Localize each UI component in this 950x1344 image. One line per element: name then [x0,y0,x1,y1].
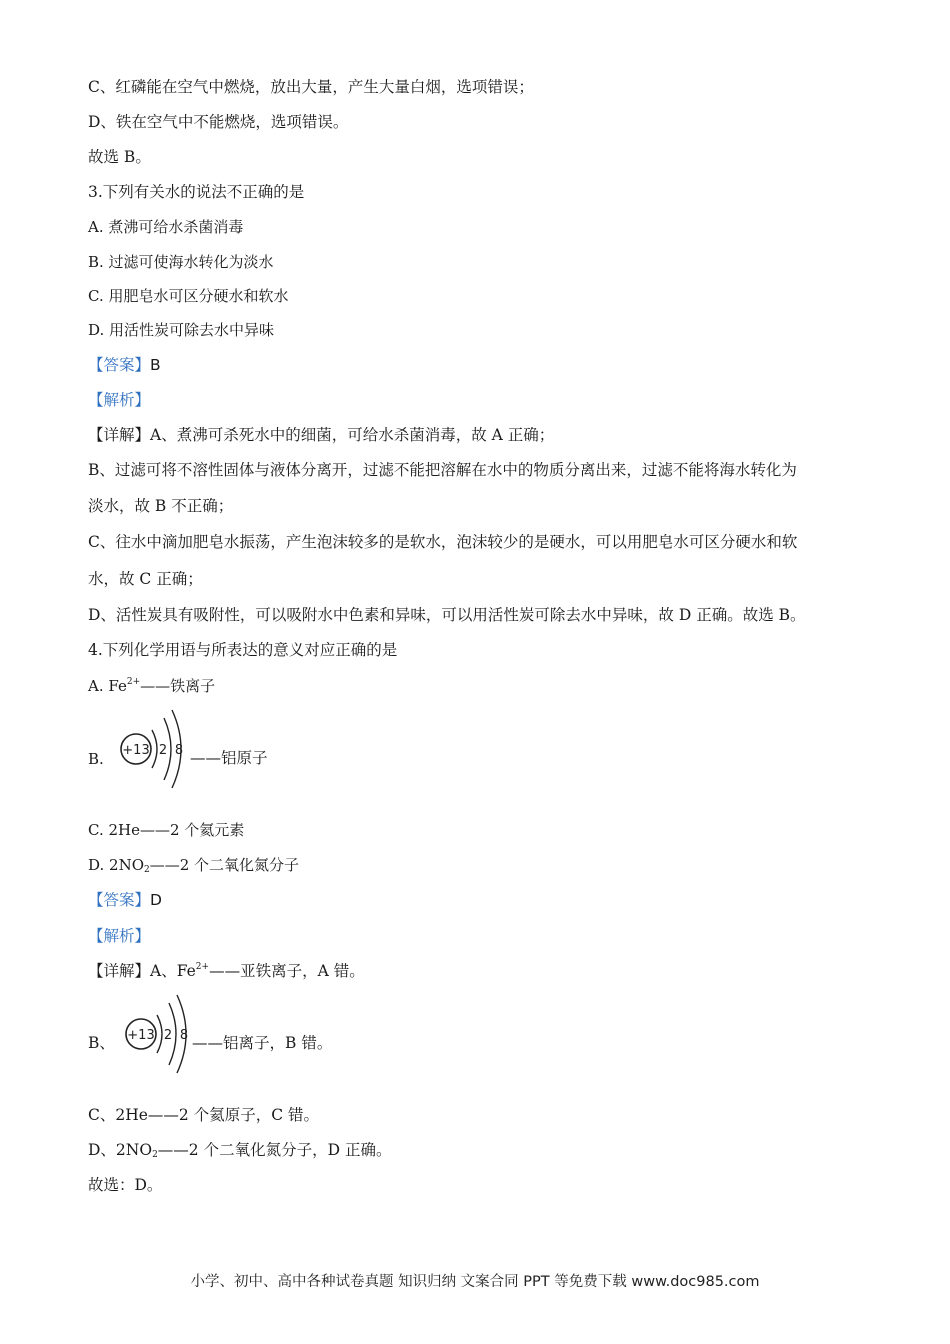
shell-electrons-1: 2 [163,1028,173,1043]
detail-3b-2: 淡水，故 B 不正确； [88,497,234,515]
detail-4d [88,1139,391,1161]
aluminum-atom-diagram-2 [117,991,197,1077]
detail-3c-2: 水，故 C 正确； [88,570,203,588]
shell-electrons-2: 8 [174,743,184,758]
option-3d: D. 用活性炭可除去水中异味 [88,321,275,339]
answer-value: D [150,891,162,909]
detail-tag: 【详解】 [88,426,151,444]
charge-superscript: 2+ [195,962,210,972]
detail-3a [88,424,554,446]
formula-text: D. 2NO [88,856,144,874]
answer-tag: 【答案】 [88,356,151,374]
detail-text: ——2 个二氧化氮分子，D 正确。 [157,1141,392,1159]
option-3a: A. 煮沸可给水杀菌消毒 [88,218,244,236]
shell-electrons-1: 2 [158,743,168,758]
option-3c: C. 用肥皂水可区分硬水和软水 [88,287,289,305]
shell-electrons-2: 8 [179,1028,189,1043]
detail-4a [88,960,365,982]
detail-tag: 【详解】 [88,962,151,980]
option-4d [88,854,299,876]
text-line: D、铁在空气中不能燃烧，选项错误。 [88,113,349,131]
analysis-tag-3 [88,389,150,411]
meaning-text: ——2 个二氧化氮分子 [149,856,300,874]
answer-4 [88,889,162,911]
detail-4-end: 故选：D。 [88,1176,163,1194]
aluminum-atom-diagram-1 [112,706,192,792]
formula-subscript: 2 [152,1150,158,1160]
answer-tag: 【答案】 [88,891,151,909]
detail-3c-1: C、往水中滴加肥皂水振荡，产生泡沫较多的是软水，泡沫较少的是硬水，可以用肥皂水可区分硬水和软 [88,533,798,551]
option-3b: B. 过滤可使海水转化为淡水 [88,253,274,271]
formula-text: D、2NO [88,1141,153,1159]
text-line: 故选 B。 [88,148,151,166]
analysis-tag: 【解析】 [88,927,151,945]
detail-4c: C、2He——2 个氦原子，C 错。 [88,1106,319,1124]
formula-text: A、Fe [150,962,196,980]
charge-superscript: 2+ [126,677,141,687]
detail-3d: D、活性炭具有吸附性，可以吸附水中色素和异味，可以用活性炭可除去水中异味，故 D 正确。故选 B。 [88,606,806,624]
nucleus-charge: +13 [122,743,150,758]
meaning-text: ——铝原子 [190,749,268,767]
option-4c: C. 2He——2 个氦元素 [88,821,245,839]
formula-text: A. Fe [88,677,127,695]
answer-value: B [150,356,161,374]
answer-3 [88,354,161,376]
page-footer: 小学、初中、高中各种试卷真题 知识归纳 文案合同 PPT 等免费下载 www.doc985.com [190,1274,760,1290]
nucleus-charge: +13 [127,1028,155,1043]
meaning-text: ——铁离子 [140,677,216,695]
formula-subscript: 2 [144,865,150,875]
detail-text: A、煮沸可杀死水中的细菌，可给水杀菌消毒，故 A 正确； [150,426,555,444]
question-4: 4.下列化学用语与所表达的意义对应正确的是 [88,641,398,659]
question-3: 3.下列有关水的说法不正确的是 [88,183,305,201]
detail-text: ——铝离子，B 错。 [192,1034,333,1052]
detail-3b-1: B、过滤可将不溶性固体与液体分离开，过滤不能把溶解在水中的物质分离出来，过滤不能将海水转化为 [88,461,797,479]
detail-4b-label: B、 [88,1034,115,1052]
option-4a [88,675,215,697]
analysis-tag: 【解析】 [88,391,151,409]
option-4b-label: B. [88,750,104,768]
detail-text: ——亚铁离子，A 错。 [209,962,365,980]
analysis-tag-4 [88,925,150,947]
text-line: C、红磷能在空气中燃烧，放出大量，产生大量白烟，选项错误； [88,78,534,96]
